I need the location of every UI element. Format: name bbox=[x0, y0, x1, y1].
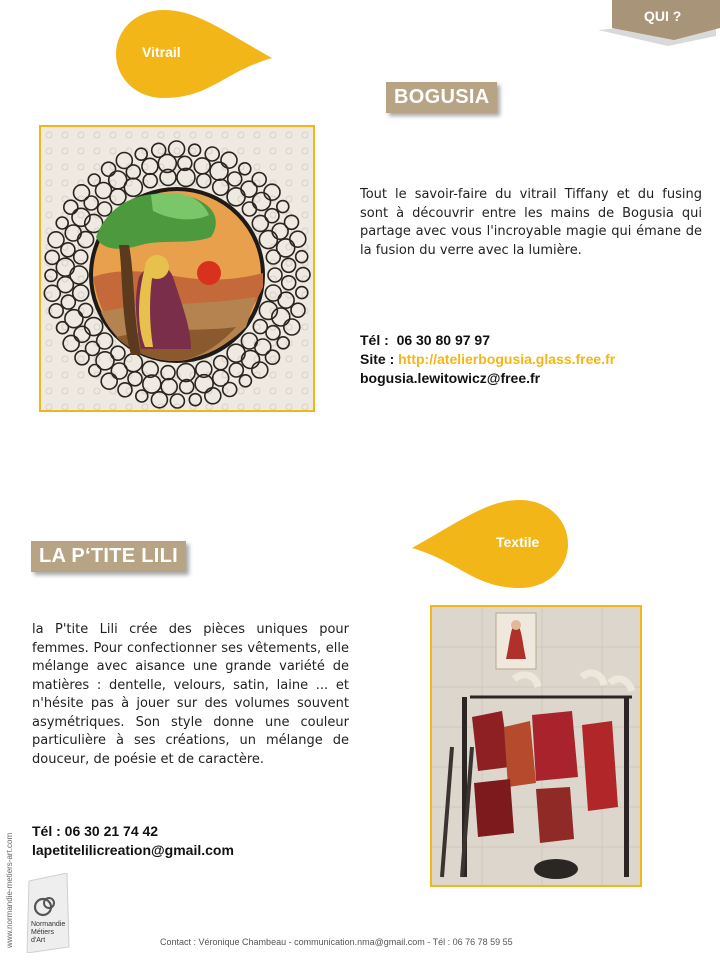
site-link[interactable]: http://atelierbogusia.glass.free.fr bbox=[398, 351, 616, 367]
email-bogusia[interactable]: bogusia.lewitowicz@free.fr bbox=[360, 370, 541, 386]
logo-line-2: Métiers bbox=[31, 929, 54, 936]
phone-value: 06 30 80 97 97 bbox=[396, 332, 490, 348]
qui-tab[interactable] bbox=[598, 0, 720, 48]
logo-line-1: Normandie bbox=[31, 921, 66, 928]
email-ptite-lili[interactable]: lapetitelilicreation@gmail.com bbox=[32, 842, 234, 858]
phone-label: Tél : bbox=[360, 332, 389, 348]
nma-logo-text bbox=[31, 921, 65, 945]
category-drop-vitrail bbox=[112, 8, 274, 100]
contact-block-ptite-lili bbox=[32, 822, 234, 860]
nma-logo bbox=[25, 873, 71, 953]
clothing-display-image bbox=[432, 607, 640, 885]
site-label: Site : bbox=[360, 351, 395, 367]
artisan-title-ptite-lili: LA P‘TITE LILI bbox=[31, 541, 186, 572]
footer-contact: Contact : Véronique Chambeau - communication.nma@gmail.com - Tél : 06 76 78 59 55 bbox=[160, 937, 513, 947]
category-label-vitrail: Vitrail bbox=[142, 44, 181, 60]
phone-line-ptite-lili: Tél : 06 30 21 74 42 bbox=[32, 823, 159, 839]
artisan-description-ptite-lili: la P'tite Lili crée des pièces uniques pour femmes. Pour confectionner ses vêtements, elle mélange avec aisance une grande variété de matières : dentelle, velours, satin, laine ... et n'hésite pas à jouer sur des volumes souvent asymétriques. Son style donne une couleur particulière à ses créations, un mélange de douceur, de poésie et de caractère. bbox=[32, 622, 349, 767]
phone-line-bogusia bbox=[360, 331, 615, 350]
qui-tab-label: QUI ? bbox=[644, 8, 682, 24]
artisan-title-bogusia: BOGUSIA bbox=[386, 82, 497, 113]
category-label-textile: Textile bbox=[496, 534, 540, 550]
artisan-description-bogusia: Tout le savoir-faire du vitrail Tiffany et du fusing sont à découvrir entre les mains de Bogusia qui partage avec vous l'incroyable magie qui émane de la fusion du verre avec la lumière. bbox=[360, 187, 702, 258]
contact-block-bogusia bbox=[360, 331, 615, 388]
photo-stained-glass bbox=[39, 125, 315, 412]
logo-line-3: d'Art bbox=[31, 937, 46, 944]
stained-glass-image bbox=[41, 127, 313, 410]
photo-clothing-display bbox=[430, 605, 642, 887]
side-website-url: www.normandie-metiers-art.com bbox=[5, 832, 14, 948]
site-line-bogusia bbox=[360, 350, 615, 369]
category-drop-textile bbox=[410, 498, 572, 590]
